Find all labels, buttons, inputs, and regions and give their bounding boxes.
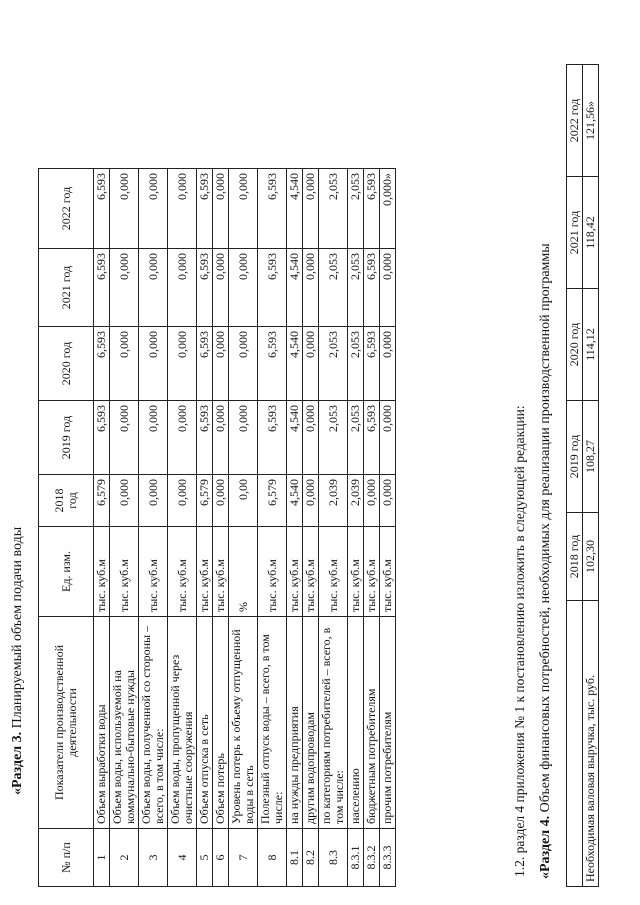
row-value-2021: 2,053 (319, 249, 348, 327)
s4-header-2021: 2021 год (567, 177, 583, 289)
row-value-2022: 6,593 (258, 169, 287, 249)
amendment-paragraph: 1.2. раздел 4 приложения № 1 к постановлению изложить в следующей редакции: (512, 405, 527, 877)
row-unit: тыс. куб.м (197, 527, 213, 617)
row-value-2022: 6,593 (197, 169, 213, 249)
table-row (258, 169, 287, 887)
row-value-2021: 0,000 (139, 249, 168, 327)
row-value-2022: 0,000 (168, 169, 197, 249)
row-number: 3 (139, 829, 168, 887)
row-value-2019: 6,593 (364, 401, 380, 475)
table-row (380, 169, 396, 887)
row-number: 8.3.2 (364, 829, 380, 887)
row-number: 7 (229, 829, 258, 887)
row-value-2022: 0,000» (380, 169, 396, 249)
row-number: 1 (94, 829, 110, 887)
row-value-2019: 2,053 (348, 401, 364, 475)
row-value-2022: 0,000 (303, 169, 319, 249)
row-value-2021: 6,593 (258, 249, 287, 327)
row-value-2020: 2,053 (348, 327, 364, 401)
table-row (287, 169, 303, 887)
row-value-2019: 6,593 (197, 401, 213, 475)
row-value-2021: 6,593 (197, 249, 213, 327)
row-indicator: бюджетным потребителям (364, 617, 380, 829)
row-unit: тыс. куб.м (94, 527, 110, 617)
table-row (94, 169, 110, 887)
row-value-2018: 2,039 (319, 475, 348, 527)
revenue-2022: 121,56» (583, 65, 599, 177)
row-value-2018: 0,000 (139, 475, 168, 527)
revenue-2019: 108,27 (583, 401, 599, 513)
row-value-2019: 6,593 (258, 401, 287, 475)
row-value-2020: 0,000 (110, 327, 139, 401)
table-row (110, 169, 139, 887)
row-value-2020: 0,000 (229, 327, 258, 401)
row-value-2022: 0,000 (139, 169, 168, 249)
row-value-2018: 2,039 (348, 475, 364, 527)
row-value-2019: 0,000 (380, 401, 396, 475)
row-indicator: Объем потерь (213, 617, 229, 829)
row-value-2018: 0,000 (168, 475, 197, 527)
row-indicator: по категориям потребителей – всего, в том числе: (319, 617, 348, 829)
row-indicator: Уровень потерь к объему отпущенной воды в сеть (229, 617, 258, 829)
row-number: 4 (168, 829, 197, 887)
row-indicator: населению (348, 617, 364, 829)
row-value-2019: 0,000 (168, 401, 197, 475)
row-value-2021: 2,053 (348, 249, 364, 327)
revenue-2020: 114,12 (583, 289, 599, 401)
header-unit: Ед. изм. (39, 527, 94, 617)
row-value-2020: 0,000 (213, 327, 229, 401)
table-row (364, 169, 380, 887)
row-value-2019: 0,000 (213, 401, 229, 475)
row-indicator: Объем воды, полученной со стороны – всего, в том числе: (139, 617, 168, 829)
section4-header-row (567, 65, 583, 887)
header-2022: 2022 год (39, 169, 94, 249)
section3-table (38, 168, 396, 887)
row-value-2021: 0,000 (380, 249, 396, 327)
row-value-2021: 4,540 (287, 249, 303, 327)
row-value-2022: 4,540 (287, 169, 303, 249)
section3-title: «Раздел 3. Планируемый объем подачи воды (10, 526, 25, 795)
row-value-2022: 0,000 (213, 169, 229, 249)
row-indicator: на нужды предприятия (287, 617, 303, 829)
header-2019: 2019 год (39, 401, 94, 475)
row-indicator: прочим потребителям (380, 617, 396, 829)
table-row (168, 169, 197, 887)
row-unit: тыс. куб.м (364, 527, 380, 617)
row-number: 8.3.1 (348, 829, 364, 887)
row-value-2022: 0,000 (110, 169, 139, 249)
s4-header-2018: 2018 год (567, 513, 583, 601)
row-value-2020: 6,593 (364, 327, 380, 401)
row-value-2019: 0,000 (229, 401, 258, 475)
row-value-2018: 4,540 (287, 475, 303, 527)
header-2021: 2021 год (39, 249, 94, 327)
row-number: 8 (258, 829, 287, 887)
row-value-2020: 6,593 (197, 327, 213, 401)
row-number: 8.3.3 (380, 829, 396, 887)
row-unit: тыс. куб.м (287, 527, 303, 617)
header-indicator: Показатели производственной деятельности (39, 617, 94, 829)
row-indicator: Объем отпуска в сеть (197, 617, 213, 829)
row-unit: тыс. куб.м (258, 527, 287, 617)
row-value-2020: 6,593 (94, 327, 110, 401)
s4-header-empty (567, 601, 583, 887)
header-2018: 2018 год (39, 475, 94, 527)
row-value-2021: 0,000 (303, 249, 319, 327)
revenue-2018: 102,30 (583, 513, 599, 601)
row-number: 6 (213, 829, 229, 887)
row-value-2021: 6,593 (94, 249, 110, 327)
row-unit: тыс. куб.м (348, 527, 364, 617)
revenue-label: Необходимая валовая выручка, тыс. руб. (583, 601, 599, 887)
row-value-2018: 0,000 (110, 475, 139, 527)
section4-title: «Раздел 4. Объем финансовых потребностей, необходимых для реализации производственной программы (538, 243, 553, 879)
row-value-2021: 0,000 (229, 249, 258, 327)
table-row (303, 169, 319, 887)
row-value-2019: 6,593 (94, 401, 110, 475)
row-value-2020: 2,053 (319, 327, 348, 401)
s4-header-2020: 2020 год (567, 289, 583, 401)
row-value-2018: 0,000 (213, 475, 229, 527)
row-value-2018: 6,579 (197, 475, 213, 527)
header-2020: 2020 год (39, 327, 94, 401)
row-indicator: Объем воды, используемой на коммунально-бытовые нужды (110, 617, 139, 829)
row-value-2022: 6,593 (94, 169, 110, 249)
row-value-2020: 4,540 (287, 327, 303, 401)
section4-table (566, 64, 599, 887)
row-unit: тыс. куб.м (168, 527, 197, 617)
row-number: 5 (197, 829, 213, 887)
row-value-2020: 0,000 (380, 327, 396, 401)
row-unit: % (229, 527, 258, 617)
revenue-2021: 118,42 (583, 177, 599, 289)
s4-header-2019: 2019 год (567, 401, 583, 513)
row-value-2020: 6,593 (258, 327, 287, 401)
s4-header-2022: 2022 год (567, 65, 583, 177)
table-row (229, 169, 258, 887)
row-value-2019: 0,000 (139, 401, 168, 475)
header-number: № п/п (39, 829, 94, 887)
row-value-2020: 0,000 (168, 327, 197, 401)
row-value-2022: 6,593 (364, 169, 380, 249)
row-value-2022: 0,000 (229, 169, 258, 249)
table-row (197, 169, 213, 887)
row-unit: тыс. куб.м (139, 527, 168, 617)
row-value-2018: 0,00 (229, 475, 258, 527)
row-unit: тыс. куб.м (110, 527, 139, 617)
row-value-2021: 0,000 (213, 249, 229, 327)
row-number: 8.2 (303, 829, 319, 887)
table-row (139, 169, 168, 887)
row-unit: тыс. куб.м (303, 527, 319, 617)
row-value-2020: 0,000 (303, 327, 319, 401)
table-row (583, 65, 599, 887)
table-row (319, 169, 348, 887)
row-value-2019: 2,053 (319, 401, 348, 475)
row-value-2018: 0,000 (303, 475, 319, 527)
row-value-2021: 6,593 (364, 249, 380, 327)
row-indicator: Объем воды, пропущенной через очистные сооружения (168, 617, 197, 829)
table-row (348, 169, 364, 887)
row-indicator: другим водопроводам (303, 617, 319, 829)
row-indicator: Объем выработки воды (94, 617, 110, 829)
row-value-2019: 4,540 (287, 401, 303, 475)
row-unit: тыс. куб.м (319, 527, 348, 617)
row-value-2021: 0,000 (168, 249, 197, 327)
row-indicator: Полезный отпуск воды – всего, в том числе: (258, 617, 287, 829)
row-value-2018: 0,000 (380, 475, 396, 527)
row-number: 2 (110, 829, 139, 887)
row-value-2019: 0,000 (303, 401, 319, 475)
row-number: 8.1 (287, 829, 303, 887)
row-value-2019: 0,000 (110, 401, 139, 475)
row-value-2022: 2,053 (348, 169, 364, 249)
row-number: 8.3 (319, 829, 348, 887)
row-value-2018: 0,000 (364, 475, 380, 527)
row-unit: тыс. куб.м (213, 527, 229, 617)
table-row (213, 169, 229, 887)
row-value-2018: 6,579 (258, 475, 287, 527)
section3-header-row (39, 169, 94, 887)
row-value-2018: 6,579 (94, 475, 110, 527)
row-value-2022: 2,053 (319, 169, 348, 249)
row-value-2020: 0,000 (139, 327, 168, 401)
row-value-2021: 0,000 (110, 249, 139, 327)
row-unit: тыс. куб.м (380, 527, 396, 617)
